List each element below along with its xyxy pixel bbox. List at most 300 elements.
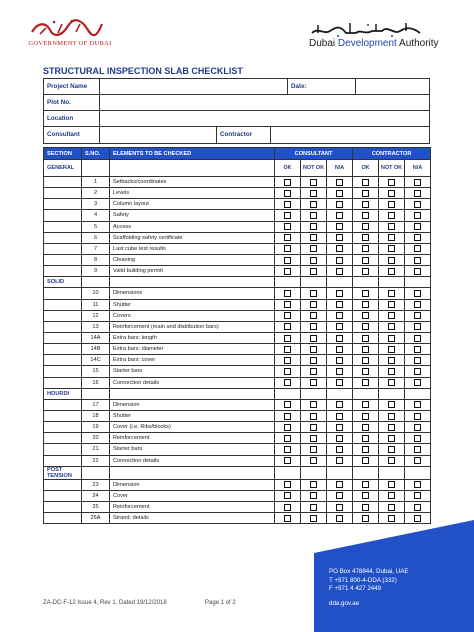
contractor-not-ok-checkbox-icon[interactable] [388,190,395,197]
consultant-not-ok-checkbox-icon[interactable] [310,245,317,252]
contractor-na-checkbox-icon[interactable] [414,234,421,241]
consultant-na-cell [327,188,353,199]
consultant-na-cell [327,501,353,512]
contractor-na-checkbox-icon[interactable] [414,504,421,511]
ok-subheader: OK [275,160,301,177]
consultant-na-checkbox-icon[interactable] [336,368,343,375]
contractor-not-ok-cell [379,490,405,501]
consultant-na-checkbox-icon[interactable] [336,481,343,488]
checklist-row [44,254,431,265]
contractor-na-checkbox-icon[interactable] [414,346,421,353]
item-number: 20 [82,433,110,444]
contractor-na-checkbox-icon[interactable] [414,179,421,186]
checklist-row [44,266,431,277]
contractor-not-ok-cell [379,321,405,332]
checklist-table [43,147,431,524]
item-number: 14C [82,355,110,366]
item-element: Covers [110,310,275,321]
consultant-not-ok-checkbox-icon[interactable] [310,312,317,319]
consultant-ok-cell [275,455,301,466]
contractor-ok-checkbox-icon[interactable] [362,257,369,264]
empty-cell [44,321,82,332]
plot-no-label: Plot No. [44,95,100,110]
contractor-ok-checkbox-icon[interactable] [362,312,369,319]
contractor-not-ok-checkbox-icon[interactable] [388,179,395,186]
consultant-ok-checkbox-icon[interactable] [284,368,291,375]
contractor-ok-cell [353,444,379,455]
contractor-ok-checkbox-icon[interactable] [362,190,369,197]
empty-cell [327,388,353,399]
contractor-na-checkbox-icon[interactable] [414,323,421,330]
empty-cell [110,466,275,479]
empty-cell [44,254,82,265]
consultant-not-ok-cell [301,288,327,299]
consultant-na-checkbox-icon[interactable] [336,290,343,297]
consultant-not-ok-checkbox-icon[interactable] [310,379,317,386]
sno-header: S.NO. [82,148,110,160]
consultant-not-ok-checkbox-icon[interactable] [310,435,317,442]
contractor-na-cell [405,399,431,410]
contractor-not-ok-checkbox-icon[interactable] [388,481,395,488]
item-element: Levels [110,188,275,199]
contractor-na-checkbox-icon[interactable] [414,435,421,442]
consultant-na-checkbox-icon[interactable] [336,234,343,241]
consultant-ok-checkbox-icon[interactable] [284,335,291,342]
consultant-na-cell [327,310,353,321]
consultant-not-ok-checkbox-icon[interactable] [310,424,317,431]
consultant-na-checkbox-icon[interactable] [336,212,343,219]
contractor-na-checkbox-icon[interactable] [414,424,421,431]
checklist-row [44,501,431,512]
contractor-na-checkbox-icon[interactable] [414,335,421,342]
consultant-not-ok-cell [301,377,327,388]
section-row [44,160,431,177]
consultant-not-ok-checkbox-icon[interactable] [310,504,317,511]
elements-header: ELEMENTS TO BE CHECKED [110,148,275,160]
contractor-not-ok-checkbox-icon[interactable] [388,234,395,241]
consultant-not-ok-checkbox-icon[interactable] [310,301,317,308]
consultant-label: Consultant [44,127,100,143]
contractor-na-cell [405,433,431,444]
consultant-not-ok-cell [301,221,327,232]
consultant-ok-cell [275,210,301,221]
item-element: Connection details [110,377,275,388]
empty-cell [379,466,405,479]
document-reference: ZA-DC-F-12 Issue 4, Rev 1, Dated 19/12/2018 [43,600,167,606]
contractor-not-ok-checkbox-icon[interactable] [388,504,395,511]
project-name-field[interactable] [100,79,288,94]
consultant-ok-checkbox-icon[interactable] [284,268,291,275]
location-field[interactable] [100,111,429,126]
fax-line: F +971 4 427 2449 [329,585,382,593]
consultant-na-checkbox-icon[interactable] [336,435,343,442]
consultant-ok-cell [275,433,301,444]
contractor-not-ok-cell [379,210,405,221]
consultant-na-checkbox-icon[interactable] [336,379,343,386]
consultant-na-checkbox-icon[interactable] [336,201,343,208]
contractor-not-ok-checkbox-icon[interactable] [388,346,395,353]
checklist-row [44,310,431,321]
consultant-ok-checkbox-icon[interactable] [284,190,291,197]
consultant-ok-checkbox-icon[interactable] [284,257,291,264]
consultant-not-ok-cell [301,433,327,444]
contractor-ok-cell [353,243,379,254]
contractor-not-ok-checkbox-icon[interactable] [388,245,395,252]
contractor-na-checkbox-icon[interactable] [414,446,421,453]
consultant-na-cell [327,344,353,355]
empty-cell [110,388,275,399]
contractor-not-ok-checkbox-icon[interactable] [388,357,395,364]
location-label: Location [44,111,100,126]
consultant-not-ok-checkbox-icon[interactable] [310,201,317,208]
empty-cell [82,277,110,288]
contractor-na-cell [405,355,431,366]
consultant-ok-checkbox-icon[interactable] [284,435,291,442]
consultant-not-ok-checkbox-icon[interactable] [310,290,317,297]
item-number: 9 [82,266,110,277]
date-field[interactable] [356,79,429,94]
consultant-ok-checkbox-icon[interactable] [284,446,291,453]
contractor-ok-checkbox-icon[interactable] [362,212,369,219]
contractor-ok-checkbox-icon[interactable] [362,234,369,241]
consultant-not-ok-checkbox-icon[interactable] [310,368,317,375]
authority-name-accent: Development [337,38,397,49]
contractor-not-ok-checkbox-icon[interactable] [388,379,395,386]
empty-cell [44,266,82,277]
website-link[interactable]: dda.gov.ae [329,600,360,608]
consultant-not-ok-checkbox-icon[interactable] [310,413,317,420]
contractor-ok-checkbox-icon[interactable] [362,335,369,342]
contractor-na-cell [405,188,431,199]
contractor-ok-checkbox-icon[interactable] [362,481,369,488]
consultant-na-checkbox-icon[interactable] [336,257,343,264]
checklist-row [44,232,431,243]
contractor-not-ok-checkbox-icon[interactable] [388,335,395,342]
contractor-na-cell [405,288,431,299]
consultant-ok-checkbox-icon[interactable] [284,457,291,464]
contractor-na-checkbox-icon[interactable] [414,257,421,264]
contractor-not-ok-checkbox-icon[interactable] [388,492,395,499]
consultant-ok-checkbox-icon[interactable] [284,201,291,208]
contractor-ok-cell [353,433,379,444]
item-element: Connection details [110,455,275,466]
contractor-ok-checkbox-icon[interactable] [362,368,369,375]
checklist-row [44,221,431,232]
location-row [44,111,429,127]
contractor-na-cell [405,490,431,501]
consultant-na-checkbox-icon[interactable] [336,268,343,275]
consultant-na-checkbox-icon[interactable] [336,346,343,353]
empty-cell [44,399,82,410]
consultant-not-ok-cell [301,455,327,466]
consultant-na-cell [327,288,353,299]
consultant-ok-checkbox-icon[interactable] [284,179,291,186]
consultant-not-ok-checkbox-icon[interactable] [310,257,317,264]
consultant-na-checkbox-icon[interactable] [336,223,343,230]
contractor-not-ok-checkbox-icon[interactable] [388,212,395,219]
consultant-ok-checkbox-icon[interactable] [284,504,291,511]
contractor-ok-checkbox-icon[interactable] [362,357,369,364]
consultant-ok-cell [275,366,301,377]
address-line: PO Box 478844, Dubai, UAE [329,568,409,575]
consultant-not-ok-cell [301,501,327,512]
contractor-not-ok-checkbox-icon[interactable] [388,268,395,275]
contractor-not-ok-checkbox-icon[interactable] [388,323,395,330]
consultant-not-ok-checkbox-icon[interactable] [310,223,317,230]
consultant-ok-checkbox-icon[interactable] [284,379,291,386]
consultant-field[interactable] [100,127,217,143]
consultant-not-ok-cell [301,210,327,221]
contractor-not-ok-checkbox-icon[interactable] [388,368,395,375]
consultant-na-cell [327,321,353,332]
consultant-not-ok-checkbox-icon[interactable] [310,179,317,186]
project-name-row [44,79,429,95]
consultant-not-ok-checkbox-icon[interactable] [310,492,317,499]
consultant-not-ok-cell [301,243,327,254]
date-label: Date: [288,79,356,94]
contractor-ok-checkbox-icon[interactable] [362,413,369,420]
contractor-ok-checkbox-icon[interactable] [362,492,369,499]
contractor-not-ok-checkbox-icon[interactable] [388,312,395,319]
contractor-na-checkbox-icon[interactable] [414,379,421,386]
consultant-ok-checkbox-icon[interactable] [284,492,291,499]
item-element: Reinforcement (main and distribution bars) [110,321,275,332]
consultant-ok-cell [275,221,301,232]
consultant-not-ok-checkbox-icon[interactable] [310,457,317,464]
consultant-na-cell [327,433,353,444]
consultant-ok-checkbox-icon[interactable] [284,290,291,297]
contractor-not-ok-checkbox-icon[interactable] [388,413,395,420]
contractor-ok-checkbox-icon[interactable] [362,457,369,464]
consultant-na-cell [327,377,353,388]
checklist-row [44,177,431,188]
consultant-not-ok-checkbox-icon[interactable] [310,335,317,342]
plot-no-row [44,95,429,111]
checklist-row [44,455,431,466]
empty-cell [44,490,82,501]
consultant-na-checkbox-icon[interactable] [336,504,343,511]
consultant-ok-checkbox-icon[interactable] [284,223,291,230]
consultant-ok-checkbox-icon[interactable] [284,234,291,241]
item-number: 10 [82,288,110,299]
contractor-na-checkbox-icon[interactable] [414,492,421,499]
consultant-not-ok-checkbox-icon[interactable] [310,234,317,241]
contractor-na-checkbox-icon[interactable] [414,401,421,408]
item-element: Starter bars [110,366,275,377]
consultant-not-ok-cell [301,199,327,210]
item-number: 6 [82,232,110,243]
contractor-na-cell [405,444,431,455]
consultant-ok-checkbox-icon[interactable] [284,301,291,308]
consultant-not-ok-checkbox-icon[interactable] [310,323,317,330]
contractor-na-cell [405,366,431,377]
consultant-ok-cell [275,479,301,490]
empty-cell [44,455,82,466]
consultant-na-cell [327,243,353,254]
dda-arabic-wordmark [310,21,422,39]
consultant-ok-checkbox-icon[interactable] [284,424,291,431]
consultant-na-cell [327,422,353,433]
contractor-ok-checkbox-icon[interactable] [362,446,369,453]
consultant-ok-checkbox-icon[interactable] [284,245,291,252]
consultant-na-checkbox-icon[interactable] [336,457,343,464]
contractor-na-checkbox-icon[interactable] [414,190,421,197]
consultant-ok-checkbox-icon[interactable] [284,413,291,420]
consultant-na-checkbox-icon[interactable] [336,179,343,186]
consultant-not-ok-checkbox-icon[interactable] [310,346,317,353]
consultant-header: CONSULTANT [275,148,353,160]
item-element: Reinforcement [110,501,275,512]
consultant-not-ok-checkbox-icon[interactable] [310,446,317,453]
item-number: 1 [82,177,110,188]
contractor-ok-checkbox-icon[interactable] [362,290,369,297]
empty-cell [405,388,431,399]
na-subheader: N/A [405,160,431,177]
consultant-ok-checkbox-icon[interactable] [284,323,291,330]
plot-no-field[interactable] [100,95,429,110]
empty-cell [44,344,82,355]
contractor-ok-checkbox-icon[interactable] [362,379,369,386]
contractor-ok-checkbox-icon[interactable] [362,401,369,408]
contractor-na-cell [405,243,431,254]
contractor-ok-checkbox-icon[interactable] [362,301,369,308]
contractor-na-checkbox-icon[interactable] [414,481,421,488]
consultant-na-cell [327,210,353,221]
consultant-not-ok-cell [301,332,327,343]
contractor-not-ok-checkbox-icon[interactable] [388,401,395,408]
consultant-na-checkbox-icon[interactable] [336,424,343,431]
consultant-not-ok-checkbox-icon[interactable] [310,268,317,275]
contractor-na-checkbox-icon[interactable] [414,268,421,275]
item-number: 7 [82,243,110,254]
empty-cell [82,160,110,177]
contractor-not-ok-checkbox-icon[interactable] [388,257,395,264]
contractor-na-checkbox-icon[interactable] [414,413,421,420]
contractor-not-ok-checkbox-icon[interactable] [388,457,395,464]
contractor-na-checkbox-icon[interactable] [414,223,421,230]
consultant-na-checkbox-icon[interactable] [336,492,343,499]
consultant-ok-checkbox-icon[interactable] [284,212,291,219]
contractor-na-checkbox-icon[interactable] [414,290,421,297]
consultant-na-checkbox-icon[interactable] [336,335,343,342]
contractor-na-checkbox-icon[interactable] [414,312,421,319]
item-number: 16 [82,377,110,388]
consultant-na-checkbox-icon[interactable] [336,413,343,420]
contractor-na-checkbox-icon[interactable] [414,301,421,308]
consultant-na-checkbox-icon[interactable] [336,323,343,330]
government-of-dubai-emblem [28,18,104,38]
contractor-ok-checkbox-icon[interactable] [362,179,369,186]
consultant-na-checkbox-icon[interactable] [336,312,343,319]
consultant-not-ok-checkbox-icon[interactable] [310,357,317,364]
consultant-ok-checkbox-icon[interactable] [284,481,291,488]
empty-cell [353,277,379,288]
contractor-ok-checkbox-icon[interactable] [362,201,369,208]
consultant-na-checkbox-icon[interactable] [336,401,343,408]
consultant-na-checkbox-icon[interactable] [336,301,343,308]
contractor-not-ok-checkbox-icon[interactable] [388,201,395,208]
contractor-ok-checkbox-icon[interactable] [362,346,369,353]
contractor-ok-cell [353,310,379,321]
contractor-not-ok-checkbox-icon[interactable] [388,290,395,297]
consultant-ok-cell [275,332,301,343]
consultant-na-checkbox-icon[interactable] [336,245,343,252]
contractor-ok-checkbox-icon[interactable] [362,223,369,230]
item-number: 25 [82,501,110,512]
contractor-ok-checkbox-icon[interactable] [362,323,369,330]
consultant-ok-cell [275,501,301,512]
consultant-not-ok-checkbox-icon[interactable] [310,401,317,408]
contractor-ok-checkbox-icon[interactable] [362,504,369,511]
consultant-ok-cell [275,266,301,277]
item-number: 14B [82,344,110,355]
consultant-not-ok-checkbox-icon[interactable] [310,212,317,219]
contractor-ok-checkbox-icon[interactable] [362,424,369,431]
authority-name-pre: Dubai [309,38,338,49]
item-element: Starter bars [110,444,275,455]
empty-cell [301,388,327,399]
contractor-na-checkbox-icon[interactable] [414,357,421,364]
contractor-not-ok-checkbox-icon[interactable] [388,424,395,431]
contractor-not-ok-cell [379,266,405,277]
contractor-field[interactable] [271,127,429,143]
checklist-row [44,243,431,254]
contractor-na-cell [405,254,431,265]
checklist-row [44,422,431,433]
empty-cell [44,422,82,433]
not_ok-subheader: NOT OK [301,160,327,177]
consultant-na-checkbox-icon[interactable] [336,446,343,453]
consultant-na-checkbox-icon[interactable] [336,190,343,197]
contractor-na-checkbox-icon[interactable] [414,368,421,375]
contractor-na-checkbox-icon[interactable] [414,245,421,252]
consultant-not-ok-cell [301,266,327,277]
section-row [44,277,431,288]
contractor-ok-checkbox-icon[interactable] [362,435,369,442]
consultant-ok-cell [275,399,301,410]
consultant-ok-checkbox-icon[interactable] [284,357,291,364]
item-number: 19 [82,422,110,433]
consultant-ok-checkbox-icon[interactable] [284,312,291,319]
contractor-not-ok-checkbox-icon[interactable] [388,435,395,442]
item-element: Valid building permit [110,266,275,277]
contractor-na-checkbox-icon[interactable] [414,201,421,208]
contractor-not-ok-checkbox-icon[interactable] [388,446,395,453]
empty-cell [44,410,82,421]
item-number: 8 [82,254,110,265]
contractor-ok-checkbox-icon[interactable] [362,268,369,275]
contractor-not-ok-checkbox-icon[interactable] [388,301,395,308]
consultant-ok-checkbox-icon[interactable] [284,401,291,408]
consultant-na-cell [327,490,353,501]
consultant-not-ok-checkbox-icon[interactable] [310,190,317,197]
contractor-na-checkbox-icon[interactable] [414,212,421,219]
consultant-not-ok-checkbox-icon[interactable] [310,481,317,488]
contractor-ok-checkbox-icon[interactable] [362,245,369,252]
document-title: STRUCTURAL INSPECTION SLAB CHECKLIST [43,66,243,76]
item-element: Extra bars: cover [110,355,275,366]
contractor-na-checkbox-icon[interactable] [414,457,421,464]
empty-cell [44,501,82,512]
consultant-ok-cell [275,410,301,421]
empty-cell [110,277,275,288]
consultant-ok-checkbox-icon[interactable] [284,346,291,353]
contractor-not-ok-checkbox-icon[interactable] [388,223,395,230]
consultant-na-checkbox-icon[interactable] [336,357,343,364]
empty-cell [353,466,379,479]
empty-cell [44,232,82,243]
contractor-not-ok-cell [379,366,405,377]
